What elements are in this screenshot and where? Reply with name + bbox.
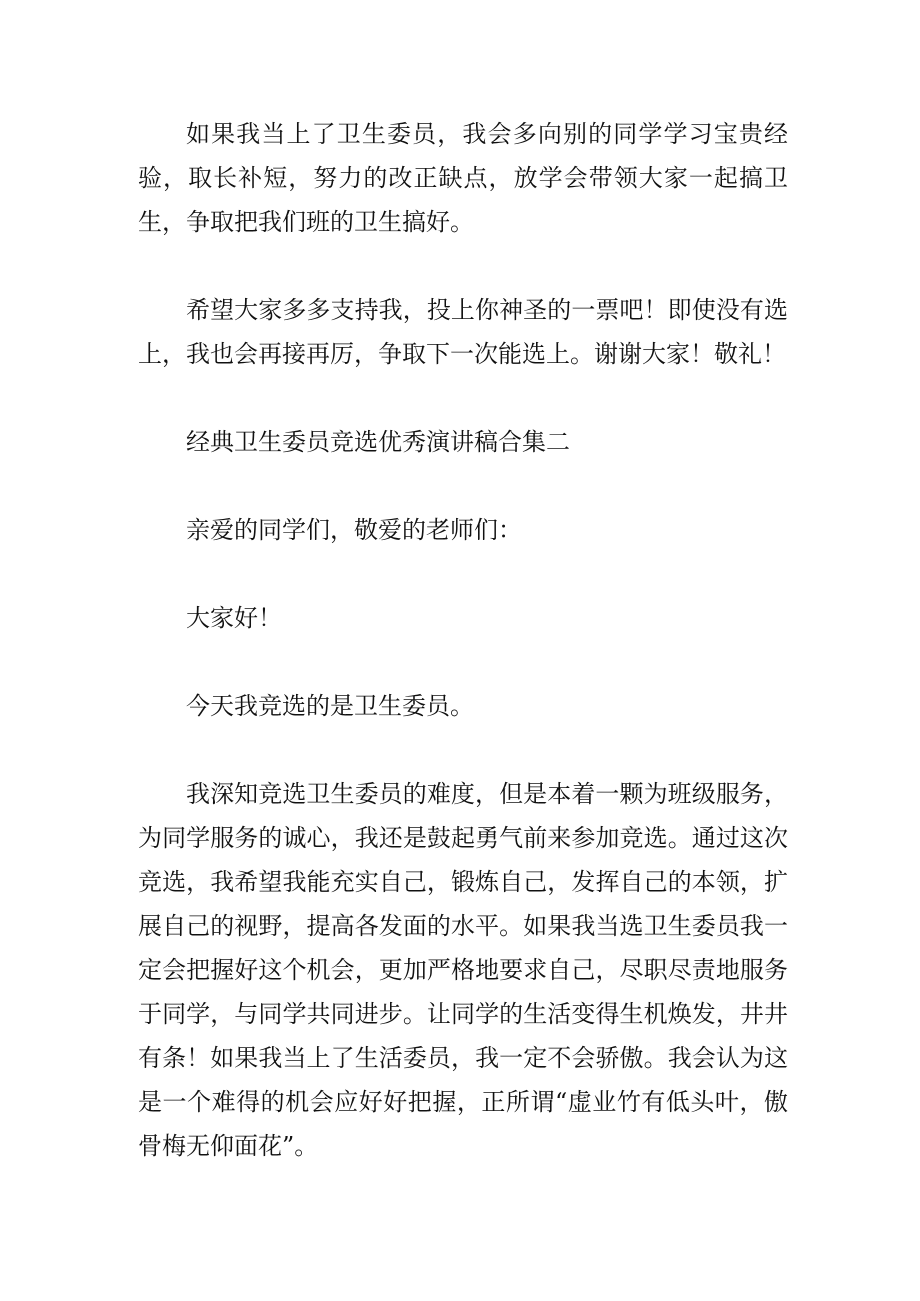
paragraph-hygiene-commitment: 如果我当上了卫生委员，我会多向别的同学学习宝贵经验，取长补短，努力的改正缺点，放学会带领大家一起搞卫生，争取把我们班的卫生搞好。 (138, 120, 788, 236)
paragraph-gap (138, 376, 788, 420)
candidacy-statement: 今天我竞选的是卫生委员。 (186, 692, 474, 720)
paragraph-vote-request: 希望大家多多支持我，投上你神圣的一票吧！即使没有选上，我也会再接再厉，争取下一次能选上。谢谢大家！敬礼！ (138, 296, 788, 368)
paragraph-gap (138, 464, 788, 508)
document-body (138, 112, 788, 1168)
paragraph-gap (138, 728, 788, 772)
paragraph-gap (138, 552, 788, 596)
section-title: 经典卫生委员竞选优秀演讲稿合集二 (186, 428, 570, 456)
greeting: 大家好！ (186, 604, 282, 632)
paragraph-main-speech: 我深知竞选卫生委员的难度，但是本着一颗为班级服务，为同学服务的诚心，我还是鼓起勇气前来参加竞选。通过这次竞选，我希望我能充实自己，锻炼自己，发挥自己的本领，扩展自己的视野，提高各发面的水平。如果我当选卫生委员我一定会把握好这个机会，更加严格地要求自己，尽职尽责地服务于同学，与同学共同进步。让同学的生活变得生机焕发，井井有条！如果我当上了生活委员，我一定不会骄傲。我会认为这是一个难得的机会应好好把握，正所谓“虚业竹有低头叶，傲骨梅无仰面花”。 (138, 780, 788, 1160)
paragraph-gap (138, 640, 788, 684)
salutation: 亲爱的同学们，敬爱的老师们： (186, 516, 522, 544)
paragraph-gap (138, 244, 788, 288)
